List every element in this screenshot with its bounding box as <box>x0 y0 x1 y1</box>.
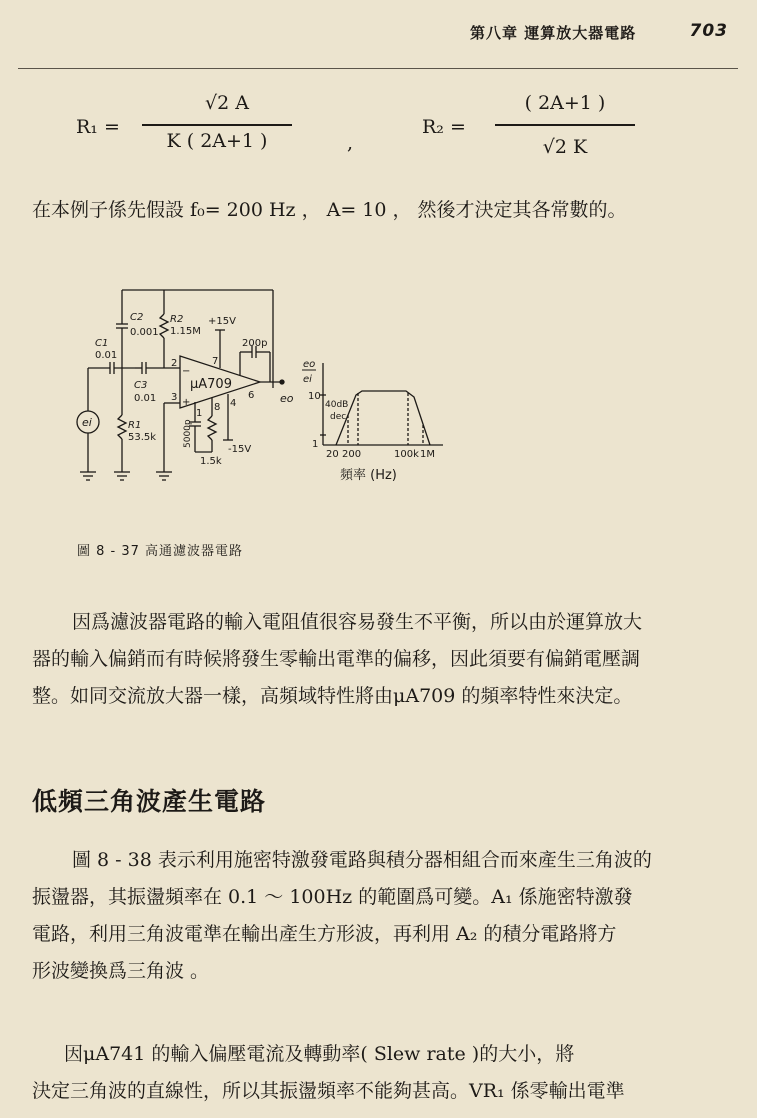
y-tick-1: 1 <box>312 439 319 450</box>
response-curve <box>336 391 430 445</box>
pin-6: 6 <box>248 390 255 401</box>
graph-ylabel-bottom: ei <box>303 374 312 385</box>
vplus-label: +15V <box>208 316 236 327</box>
paragraph-3-line: 決定三角波的直線性，所以其振盪頻率不能夠甚高。VR₁ 係零輸出電準 <box>32 1080 625 1102</box>
r1-denominator: K ( 2A+1 ) <box>166 130 268 152</box>
inverting-input-sign: − <box>182 366 191 377</box>
paragraph-1-line: 器的輸入偏銷而有時候將發生零輸出電準的偏移，因此須要有偏銷電壓調 <box>32 648 641 670</box>
x-tick-20: 20 <box>326 449 339 460</box>
pin-1: 1 <box>196 408 203 419</box>
noninverting-input-sign: + <box>182 397 191 408</box>
paragraph-1-line: 整。如同交流放大器一樣，高頻域特性將由μA709 的頻率特性來決定。 <box>32 685 633 707</box>
paragraph-2-line: 振盪器，其振盪頻率在 0.1 ～ 100Hz 的範圍爲可變。A₁ 係施密特激發 <box>32 886 633 908</box>
eo-output-label: eo <box>280 392 294 405</box>
c2-value: 0.001 <box>130 327 159 338</box>
equation-separator: , <box>347 132 354 154</box>
section-heading: 低頻三角波產生電路 <box>32 787 267 816</box>
figure-caption: 圖 8 - 37 高通濾波器電路 <box>77 544 244 559</box>
vminus-label: -15V <box>228 444 252 455</box>
x-tick-200: 200 <box>342 449 362 460</box>
pin-4: 4 <box>230 398 237 409</box>
r1-label: R₁ = <box>76 116 120 138</box>
x-tick-1m: 1M <box>420 449 435 460</box>
ei-source-label: ei <box>82 416 92 429</box>
r2-label: R2 <box>170 314 184 325</box>
y-tick-10: 10 <box>308 391 321 402</box>
paragraph-2-line: 形波變換爲三角波 。 <box>32 960 210 982</box>
intro-line: 在本例子係先假設 f₀= 200 Hz ， A= 10 ， 然後才決定其各常數的。 <box>32 199 627 221</box>
r1-value: 53.5k <box>128 432 157 443</box>
paragraph-3 <box>32 1036 732 1110</box>
r2-denominator: √2 K <box>542 136 588 158</box>
graph-xlabel: 頻率 (Hz) <box>340 468 397 483</box>
r2-label: R₂ = <box>422 116 466 138</box>
c2-label: C2 <box>130 312 144 323</box>
paragraph-1 <box>32 604 732 715</box>
x-tick-100k: 100k <box>394 449 419 460</box>
page-number: 703 <box>689 21 728 41</box>
chapter-title: 第八章 運算放大器電路 <box>470 24 637 42</box>
c1-value: 0.01 <box>95 350 118 361</box>
comp-resistor-value: 1.5k <box>200 456 222 467</box>
paragraph-2 <box>32 842 732 990</box>
comp-cap-value: 5000p <box>183 419 193 448</box>
r1-numerator: √2 A <box>205 92 249 114</box>
pin-3: 3 <box>171 392 178 403</box>
paragraph-2-line: 電路，利用三角波電準在輸出產生方形波，再利用 A₂ 的積分電路將方 <box>32 923 617 945</box>
r2-numerator: ( 2A+1 ) <box>524 92 606 114</box>
opamp-label: μA709 <box>190 377 232 392</box>
r2-value: 1.15M <box>170 326 201 337</box>
graph-ylabel-top: eo <box>303 359 316 370</box>
slope-label-dec: dec <box>330 412 347 422</box>
running-header <box>470 22 740 43</box>
pin-2: 2 <box>171 358 178 369</box>
frequency-response-graph <box>298 355 448 485</box>
pin-7: 7 <box>212 356 219 367</box>
slope-label-db: 40dB <box>325 400 349 410</box>
c1-label: C1 <box>95 338 109 349</box>
r1-fraction-bar <box>142 124 292 126</box>
cf-value: 200p <box>242 338 268 349</box>
c3-label: C3 <box>134 380 148 391</box>
c3-value: 0.01 <box>134 393 157 404</box>
high-pass-filter-schematic <box>70 280 320 490</box>
paragraph-2-line: 圖 8 - 38 表示利用施密特激發電路與積分器相組合而來產生三角波的 <box>72 849 652 871</box>
header-rule <box>18 68 738 69</box>
r1-label-schematic: R1 <box>128 420 142 431</box>
paragraph-3-line: 因μA741 的輸入偏壓電流及轉動率( Slew rate )的大小，將 <box>64 1043 575 1065</box>
pin-8: 8 <box>214 402 221 413</box>
paragraph-1-line: 因爲濾波器電路的輸入電阻值很容易發生不平衡，所以由於運算放大 <box>72 611 643 633</box>
r2-fraction-bar <box>495 124 635 126</box>
